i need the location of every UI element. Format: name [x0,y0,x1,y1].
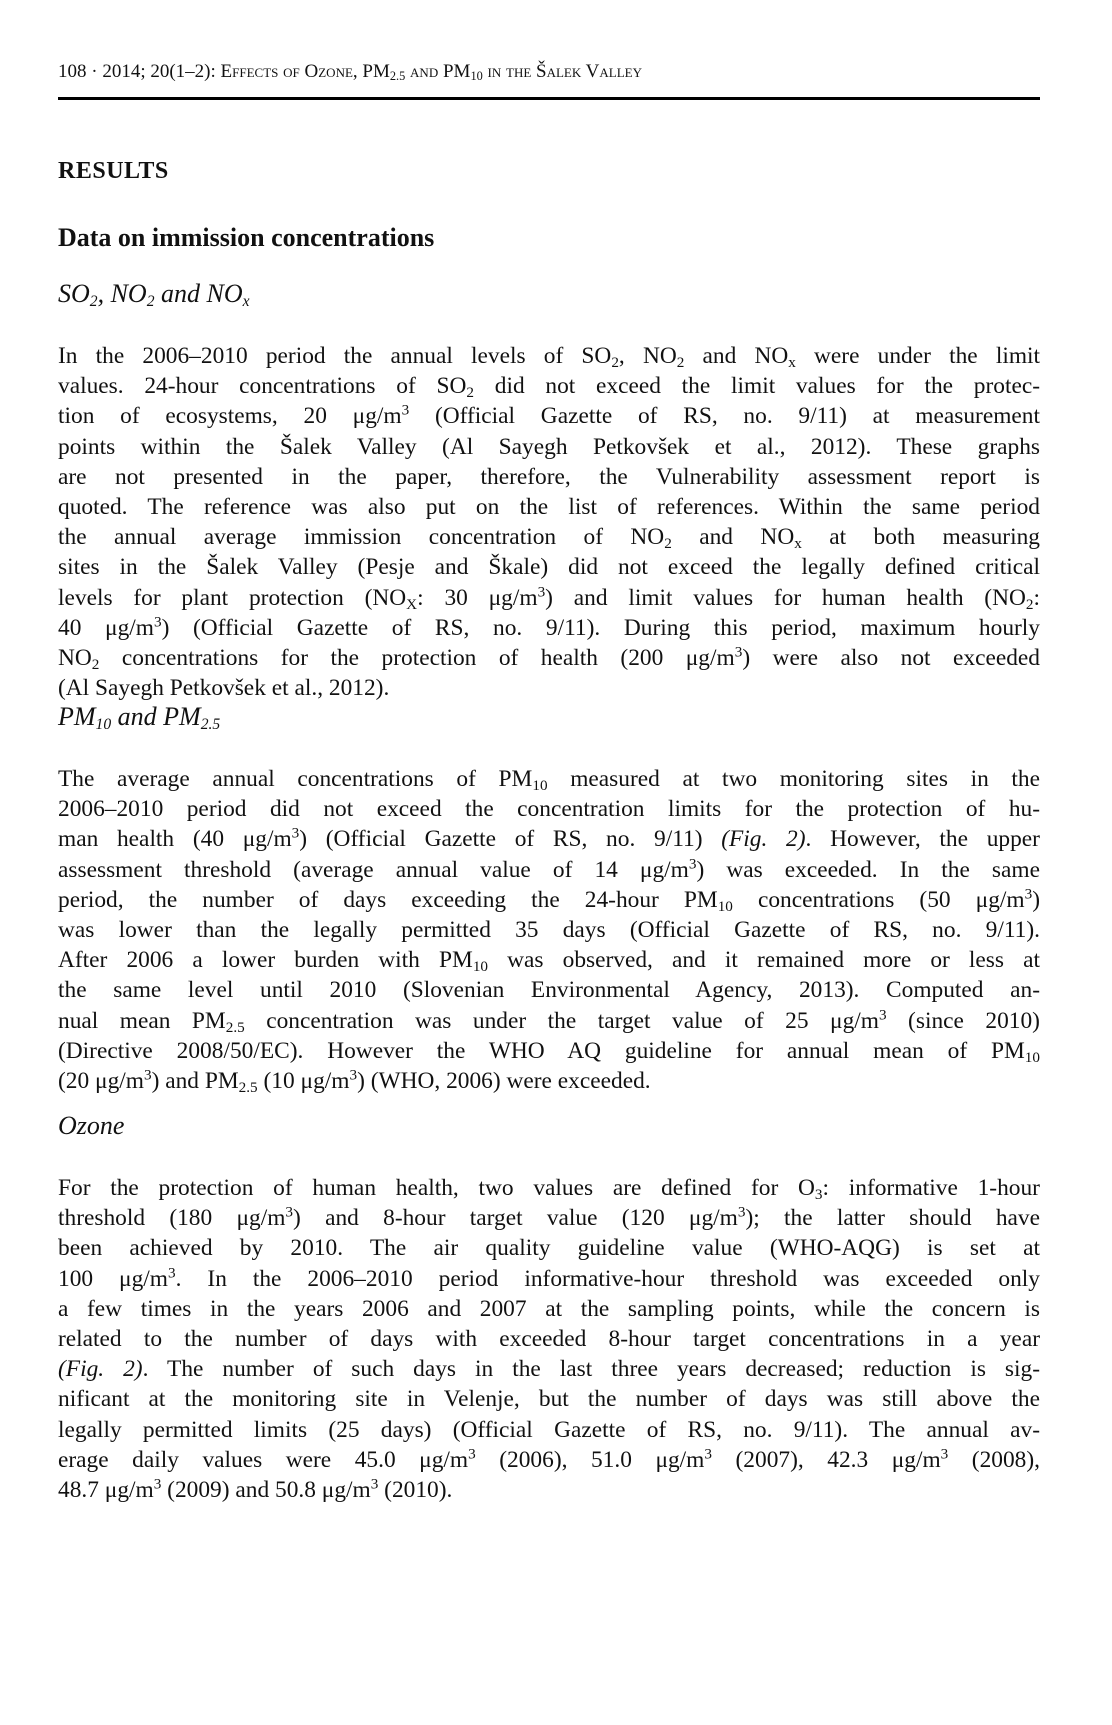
running-title: Effects of Ozone, $PM_{2.5}$ and $PM_{10}$ in the Šalek Valley [220,61,642,84]
text-line: (20 $\mu g/m^3$) and $PM_{2.5}$ (10 $\mu g/m^3$) (WHO, 2006) were exceeded. [58,1066,651,1096]
figure-reference: (Fig. 2) [58,1356,143,1383]
text-line: man health (40 $\mu g/m^3$) (Official Gazette of RS, no. 9/11) (Fig. 2). However, the upper [58,825,1040,853]
ozone-paragraph [58,1173,1040,1505]
text-line: $NO_2$ concentrations for the protection of health (200 $\mu g/m^3$) were also not exceeded [58,643,1040,673]
subsection-title: Data on immission concentrations [58,223,435,252]
text-line: The average annual concentrations of $PM_{10}$ measured at two monitoring sites in the [58,766,1041,794]
text-line: tion of ecosystems, 20 $\mu g/m^3$ (Official Gazette of RS, no. 9/11) at measurement [58,402,1041,430]
text-line: nificant at the monitoring site in Velenje, but the number of days was still above the [58,1386,1040,1413]
text-line: the annual average immission concentration of $NO_2$ and $NO_x$ at both measuring [58,524,1040,552]
ozone-heading: Ozone [58,1111,125,1140]
header-rule [58,97,1040,100]
text-line: legally permitted limits (25 days) (Official Gazette of RS, no. 9/11). The annual av- [58,1416,1040,1443]
text-line: 2006–2010 period did not exceed the concentration limits for the protection of hu- [58,796,1040,823]
section-title: RESULTS [58,158,169,184]
so2-paragraph [58,341,1040,703]
text-line: a few times in the years 2006 and 2007 at the sampling points, while the concern is [58,1295,1040,1322]
text-line: quoted. The reference was also put on the list of references. Within the same period [58,493,1040,520]
text-line: erage daily values were 45.0 $\mu g/m^3$ (2006), 51.0 $\mu g/m^3$ (2007), 42.3 $\mu g/m^3$ (2008), [58,1445,1040,1473]
pm-heading: $PM_{10}$ and $PM_{2.5}$ [58,702,221,733]
text-line: related to the number of days with exceeded 8-hour target concentrations in a year [58,1325,1040,1352]
text-line: 48.7 $\mu g/m^3$ (2009) and 50.8 $\mu g/m^3$ (2010). [58,1475,453,1503]
text-line: After 2006 a lower burden with $PM_{10}$ was observed, and it remained more or less at [58,947,1041,975]
text-line: points within the Šalek Valley (Al Sayegh Petkovšek et al., 2012). These graphs [58,433,1040,460]
text-line: period, the number of days exceeding the 24-hour $PM_{10}$ concentrations (50 $\mu g/m^3$) [58,885,1040,915]
text-line: 100 $\mu g/m^3$. In the 2006–2010 period informative-hour threshold was exceeded only [58,1264,1040,1292]
text-line: 40 $\mu g/m^3$) (Official Gazette of RS, no. 9/11). During this period, maximum hourly [58,613,1041,641]
text-line: levels for plant protection ($NO_X$: 30 $\mu g/m^3$) and limit values for human health ($NO_2$: [58,583,1040,613]
journal-citation: 2014; 20(1–2): [102,61,216,82]
text-line: nual mean $PM_{2.5}$ concentration was under the target value of 25 $\mu g/m^3$ (since 2010) [58,1006,1040,1036]
text-line: assessment threshold (average annual value of 14 $\mu g/m^3$) was exceeded. In the same [58,855,1040,883]
text-line: For the protection of human health, two values are defined for $O_3$: informative 1-hour [58,1175,1040,1203]
page-number: 108 [58,61,87,82]
text-line: threshold (180 $\mu g/m^3$) and 8-hour target value (120 $\mu g/m^3$); the latter should have [58,1203,1040,1232]
text-line: are not presented in the paper, therefore, the Vulnerability assessment report is [58,463,1040,490]
text-line: sites in the Šalek Valley (Pesje and Škale) did not exceed the legally defined critical [58,554,1040,581]
text-line: values. 24-hour concentrations of $SO_2$ did not exceed the limit values for the protec- [58,373,1040,401]
figure-reference: (Fig. 2) [721,826,806,853]
running-head [58,61,642,83]
so2-heading: $SO_2$, $NO_2$ and $NO_x$ [58,279,250,310]
text-line: been achieved by 2010. The air quality guideline value (WHO-AQG) is set at [58,1235,1040,1262]
text-line: (Al Sayegh Petkovšek et al., 2012). [58,675,390,702]
text-line: (Directive 2008/50/EC). However the WHO AQ guideline for annual mean of $PM_{10}$ [58,1037,1040,1066]
text-line: was lower than the legally permitted 35 days (Official Gazette of RS, no. 9/11). [58,916,1040,943]
text-line: (Fig. 2). The number of such days in the last three years decreased; reduction is sig- [58,1356,1041,1383]
separator: · [91,61,98,82]
text-line: the same level until 2010 (Slovenian Environmental Agency, 2013). Computed an- [58,977,1040,1004]
text-line: In the 2006–2010 period the annual levels of $SO_2$, $NO_2$ and $NO_x$ were under the limit [58,343,1041,371]
pm-paragraph [58,764,1040,1096]
